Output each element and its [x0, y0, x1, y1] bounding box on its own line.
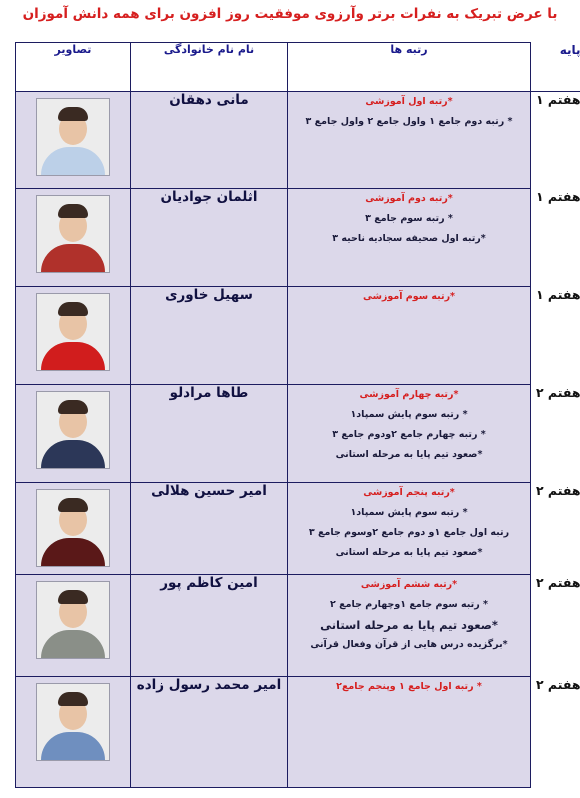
rank-line: *صعود تیم پایا به مرحله استانی — [320, 618, 498, 632]
grade-cell: هفتم ۲ — [531, 575, 580, 677]
student-photo — [36, 581, 110, 659]
rank-line: *برگزیده درس هایی از قرآن وفعال قرآنی — [310, 639, 508, 650]
rank-line: * رتبه سوم پایش سمپاد۱ — [350, 409, 468, 420]
student-name: امین کاظم پور — [131, 575, 288, 677]
photo-cell — [16, 483, 131, 575]
header-photos: تصاویر — [16, 43, 131, 92]
photo-body — [41, 732, 105, 761]
student-photo — [36, 489, 110, 567]
rank-line: * رتبه اول جامع ۱ وپنجم جامع۲ — [336, 681, 482, 692]
photo-body — [41, 440, 105, 469]
grade-cell: هفتم ۲ — [531, 677, 580, 788]
rank-line: *رتبه چهارم آموزشی — [359, 389, 459, 400]
rank-line: *صعود تیم پایا به مرحله استانی — [335, 449, 483, 460]
ranks-cell — [288, 575, 531, 677]
photo-cell — [16, 189, 131, 287]
photo-hair — [58, 204, 88, 218]
ranks-cell — [288, 385, 531, 483]
ranks-cell — [288, 189, 531, 287]
rank-line: *رتبه پنجم آموزشی — [363, 487, 455, 498]
table-body — [16, 92, 580, 788]
photo-body — [41, 342, 105, 371]
grade-cell: هفتم ۱ — [531, 189, 580, 287]
photo-hair — [58, 590, 88, 604]
rank-line: * رتبه سوم پایش سمپاد۱ — [350, 507, 468, 518]
rank-line: *رتبه ششم آموزشی — [360, 579, 458, 590]
photo-cell — [16, 575, 131, 677]
ranks-cell — [288, 92, 531, 189]
photo-body — [41, 538, 105, 567]
photo-hair — [58, 302, 88, 316]
rank-line: *رتبه اول صحیفه سجادیه ناحیه ۳ — [332, 233, 486, 244]
header-grade: پایه — [531, 43, 580, 92]
grade-cell: هفتم ۱ — [531, 92, 580, 189]
rank-line: *رتبه دوم آموزشی — [365, 193, 453, 204]
ranks-cell — [288, 483, 531, 575]
photo-hair — [58, 107, 88, 121]
student-photo — [36, 98, 110, 176]
student-name: امیر محمد رسول زاده — [131, 677, 288, 788]
student-name: طاها مرادلو — [131, 385, 288, 483]
rank-line: * رتبه سوم جامع ۱وچهارم جامع ۲ — [330, 599, 488, 610]
table-row — [16, 287, 580, 385]
student-photo — [36, 195, 110, 273]
student-name: سهیل خاوری — [131, 287, 288, 385]
ranks-cell — [288, 287, 531, 385]
student-photo — [36, 683, 110, 761]
table-row — [16, 92, 580, 189]
header-ranks: رتبه ها — [288, 43, 531, 92]
page-title: با عرض تبریک به نفرات برتر وآرزوی موفقیت روز افزون برای همه دانش آموزان — [22, 6, 558, 22]
photo-body — [41, 147, 105, 176]
grade-cell: هفتم ۲ — [531, 385, 580, 483]
grade-cell: هفتم ۱ — [531, 287, 580, 385]
photo-cell — [16, 92, 131, 189]
rank-line: رتبه اول جامع ۱و دوم جامع ۲وسوم جامع ۳ — [308, 527, 510, 538]
student-photo — [36, 293, 110, 371]
photo-body — [41, 244, 105, 273]
table-row — [16, 575, 580, 677]
table-row — [16, 483, 580, 575]
rank-line: *رتبه اول آموزشی — [365, 96, 453, 107]
table-row — [16, 189, 580, 287]
photo-cell — [16, 287, 131, 385]
photo-hair — [58, 400, 88, 414]
rank-line: *رتبه سوم آموزشی — [362, 291, 456, 302]
student-name: مانی دهقان — [131, 92, 288, 189]
rank-line: * رتبه دوم جامع ۱ واول جامع ۲ واول جامع ۳ — [305, 116, 513, 127]
photo-hair — [58, 692, 88, 706]
photo-body — [41, 630, 105, 659]
photo-cell — [16, 677, 131, 788]
student-name: امیر حسین هلالی — [131, 483, 288, 575]
rank-line: *صعود تیم پایا به مرحله استانی — [335, 547, 483, 558]
honor-table — [15, 42, 580, 788]
table-header — [16, 43, 580, 92]
rank-line: * رتبه چهارم جامع ۲ودوم جامع ۳ — [332, 429, 486, 440]
student-name: اثلمان جوادیان — [131, 189, 288, 287]
photo-hair — [58, 498, 88, 512]
student-photo — [36, 391, 110, 469]
table-row — [16, 385, 580, 483]
rank-line: * رتبه سوم جامع ۳ — [365, 213, 453, 224]
photo-cell — [16, 385, 131, 483]
table-row — [16, 677, 580, 788]
ranks-cell — [288, 677, 531, 788]
header-name: نام نام خانوادگی — [131, 43, 288, 92]
grade-cell: هفتم ۲ — [531, 483, 580, 575]
